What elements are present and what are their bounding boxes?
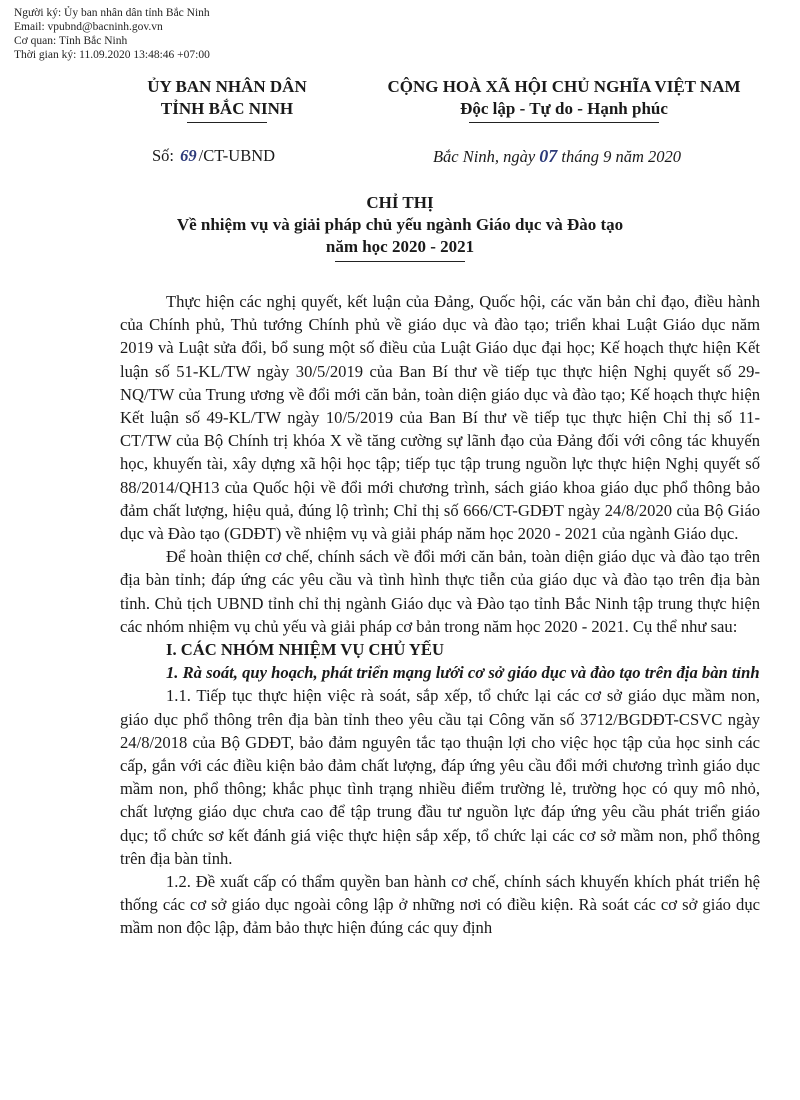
- section-heading: I. CÁC NHÓM NHIỆM VỤ CHỦ YẾU: [166, 640, 444, 660]
- signature-email: Email: vpubnd@bacninh.gov.vn: [14, 21, 163, 33]
- doc-number-suffix: /CT-UBND: [198, 146, 276, 165]
- date-after: tháng 9 năm 2020: [561, 147, 682, 166]
- item-1-1: 1.1. Tiếp tục thực hiện việc rà soát, sắp xếp, tổ chức lại các cơ sở giáo dục mầm non, giáo dục phổ thông trên địa bàn tỉnh theo yêu cầu tại Công văn số 3712/BGDĐT-CSVC ngày 24/8/2018 của Bộ GDĐT, bảo đảm nguyên tắc tạo thuận lợi cho việc học tập của học sinh các cấp, gắn với các điều kiện bảo đảm chất lượng, đáp ứng yêu cầu đổi mới chương trình giáo dục mầm non, phổ thông; khắc phục tình trạng nhiều điểm trường lẻ, trường học có quy mô nhỏ, chất lượng giáo dục chưa cao để tập trung đầu tư nguồn lực đáp ứng yêu cầu phát triển giáo dục; tổ chức sơ kết đánh giá việc thực hiện sắp xếp, tổ chức lại các cơ sở mầm non, phổ thông trên địa bàn tỉnh.: [120, 686, 760, 868]
- signature-agency: Cơ quan: Tỉnh Bắc Ninh: [14, 35, 128, 47]
- paragraph-preamble: Thực hiện các nghị quyết, kết luận của Đảng, Quốc hội, các văn bản chỉ đạo, điều hành của Chính phủ, Thủ tướng Chính phủ về giáo dục và đào tạo; triển khai Luật Giáo dục năm 2019 và Luật sửa đổi, bổ sung một số điều của Luật Giáo dục đại học; Kế hoạch thực hiện Kết luận số 51-KL/TW ngày 30/5/2019 của Ban Bí thư về tiếp tục thực hiện Nghị quyết số 29-NQ/TW của Trung ương về đổi mới căn bản, toàn diện giáo dục và đào tạo; Kế hoạch thực hiện Kết luận số 49-KL/TW ngày 10/5/2019 của Ban Bí thư về tiếp tục thực hiện Chỉ thị số 11-CT/TW của Bộ Chính trị khóa X về tăng cường sự lãnh đạo của Đảng đối với công tác khuyến học, khuyến tài, xây dựng xã hội học tập; tiếp tục tập trung nguồn lực thực hiện Nghị quyết số 88/2014/QH13 của Quốc hội về đổi mới chương trình, sách giáo khoa giáo dục phổ thông bảo đảm chất lượng, hiệu quả, đúng lộ trình; Chỉ thị số 666/CT-GDĐT ngày 24/8/2020 của Bộ Giáo dục và Đào tạo (GDĐT) về nhiệm vụ và giải pháp năm học 2020 - 2021 của ngành Giáo dục.: [120, 292, 760, 544]
- document-title: [100, 192, 700, 262]
- title-underline: [335, 261, 465, 262]
- item-1-2: 1.2. Đề xuất cấp có thẩm quyền ban hành cơ chế, chính sách khuyến khích phát triển hệ thống các cơ sở giáo dục ngoài công lập ở những nơi có điều kiện. Rà soát các cơ sở giáo dục mầm non độc lập, đảm bảo thực hiện đúng các quy định: [120, 872, 760, 938]
- date-day-handwritten: 07: [539, 146, 558, 166]
- national-motto: [354, 76, 774, 123]
- document-number: [152, 146, 275, 166]
- subject-line-2: năm học 2020 - 2021: [325, 237, 475, 256]
- motto: Độc lập - Tự do - Hạnh phúc: [460, 99, 668, 118]
- authority-line-1: ỦY BAN NHÂN DÂN: [147, 77, 307, 96]
- motto-underline: [469, 122, 659, 123]
- signature-signer: Người ký: Ủy ban nhân dân tỉnh Bắc Ninh: [14, 7, 210, 19]
- doc-number-handwritten: 69: [180, 146, 197, 165]
- authority-line-2: TỈNH BẮC NINH: [160, 99, 294, 118]
- issuing-authority: [112, 76, 342, 123]
- subsection-heading: 1. Rà soát, quy hoạch, phát triển mạng lưới cơ sở giáo dục và đào tạo trên địa bàn tỉnh: [166, 663, 760, 683]
- subject-line-1: Về nhiệm vụ và giải pháp chủ yếu ngành Giáo dục và Đào tạo: [176, 215, 624, 234]
- authority-underline: [187, 122, 267, 123]
- document-type: CHỈ THỊ: [366, 193, 434, 212]
- date-before: Bắc Ninh, ngày: [432, 147, 536, 166]
- doc-number-prefix: Số:: [152, 146, 175, 165]
- issue-date: [392, 146, 722, 167]
- nation-name: CỘNG HOÀ XÃ HỘI CHỦ NGHĨA VIỆT NAM: [387, 77, 741, 96]
- paragraph-purpose: Để hoàn thiện cơ chế, chính sách về đổi mới căn bản, toàn diện giáo dục và đào tạo trên địa bàn tỉnh; đáp ứng các yêu cầu và tình hình thực tiễn của giáo dục và đào tạo trên địa bàn tỉnh. Chủ tịch UBND tỉnh chỉ thị ngành Giáo dục và Đào tạo tỉnh Bắc Ninh tập trung thực hiện các nhóm nhiệm vụ chủ yếu và giải pháp cơ bản trong năm học 2020 - 2021. Cụ thể như sau:: [120, 547, 760, 636]
- signature-time: Thời gian ký: 11.09.2020 13:48:46 +07:00: [14, 49, 210, 61]
- document-body: [120, 290, 760, 940]
- digital-signature-block: [14, 6, 210, 62]
